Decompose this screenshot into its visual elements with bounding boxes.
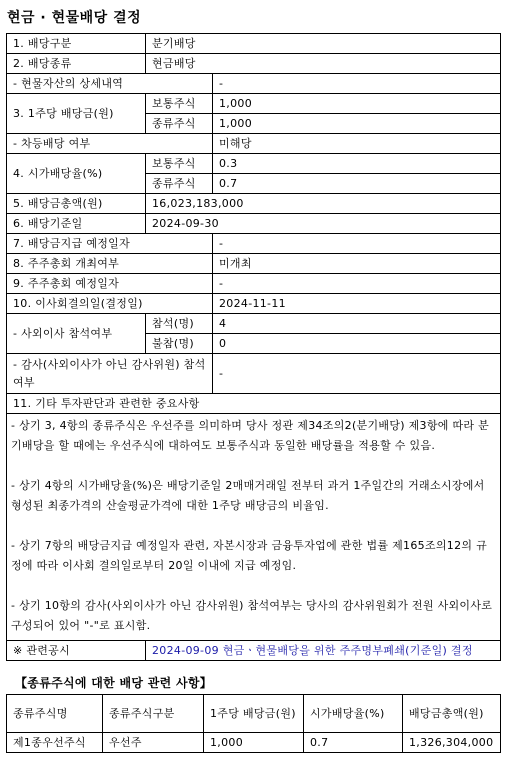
table-row <box>7 354 501 394</box>
table-cell: 1,326,304,000 <box>403 733 501 753</box>
table-row <box>7 74 501 94</box>
row-label: - 사외이사 참석여부 <box>7 314 146 354</box>
row-value: 0.7 <box>213 174 501 194</box>
row-value: 1,000 <box>213 114 501 134</box>
column-header: 1주당 배당금(원) <box>204 695 304 733</box>
table-row <box>7 414 501 641</box>
row-value: 분기배당 <box>146 34 501 54</box>
table-row <box>7 641 501 661</box>
row-value: 0 <box>213 334 501 354</box>
row-sublabel: 종류주식 <box>146 114 213 134</box>
row-label: 9. 주주총회 예정일자 <box>7 274 213 294</box>
row-sublabel: 참석(명) <box>146 314 213 334</box>
row-label: 1. 배당구분 <box>7 34 146 54</box>
section-heading: 11. 기타 투자판단과 관련한 중요사항 <box>7 394 501 414</box>
table-row <box>7 154 501 174</box>
row-label: 7. 배당금지급 예정일자 <box>7 234 213 254</box>
row-label: 6. 배당기준일 <box>7 214 146 234</box>
row-sublabel: 불참(명) <box>146 334 213 354</box>
preferred-section-title: 【종류주식에 대한 배당 관련 사항】 <box>15 676 213 690</box>
row-value: 미해당 <box>213 134 501 154</box>
related-disclosure-link[interactable]: 2024-09-09 현금ㆍ현물배당을 위한 주주명부폐쇄(기준일) 결정 <box>146 641 501 661</box>
column-header: 배당금총액(원) <box>403 695 501 733</box>
row-label: 3. 1주당 배당금(원) <box>7 94 146 134</box>
table-cell: 우선주 <box>103 733 204 753</box>
table-row <box>7 194 501 214</box>
table-row <box>7 733 501 753</box>
preferred-dividend-table <box>6 694 501 753</box>
table-row <box>7 254 501 274</box>
table-row <box>7 134 501 154</box>
row-sublabel: 종류주식 <box>146 174 213 194</box>
row-value: - <box>213 274 501 294</box>
note-paragraph: - 상기 7항의 배당금지급 예정일자 관련, 자본시장과 금융투자업에 관한 법률 제165조의12의 규정에 따라 이사회 결의일로부터 20일 이내에 지급 예정임. <box>11 539 488 572</box>
row-label: 4. 시가배당율(%) <box>7 154 146 194</box>
row-value: 1,000 <box>213 94 501 114</box>
column-header: 종류주식구분 <box>103 695 204 733</box>
table-header-row <box>7 695 501 733</box>
row-value: 4 <box>213 314 501 334</box>
row-label: - 감사(사외이사가 아닌 감사위원) 참석여부 <box>7 354 213 394</box>
row-label: 8. 주주총회 개최여부 <box>7 254 213 274</box>
row-label: - 현물자산의 상세내역 <box>7 74 213 94</box>
related-label: ※ 관련공시 <box>7 641 146 661</box>
row-label: 2. 배당종류 <box>7 54 146 74</box>
table-row <box>7 34 501 54</box>
row-value: - <box>213 354 501 394</box>
table-row <box>7 274 501 294</box>
page-title: 현금 · 현물배당 결정 <box>7 10 142 26</box>
row-value: 현금배당 <box>146 54 501 74</box>
table-cell: 0.7 <box>304 733 403 753</box>
note-paragraph: - 상기 3, 4항의 종류주식은 우선주를 의미하며 당사 정관 제34조의2(분기배당) 제3항에 따라 분기배당을 할 때에는 우선주식에 대하여도 보통주식과 동일한 배당률을 적용할 수 있음. <box>11 419 490 452</box>
row-label: 5. 배당금총액(원) <box>7 194 146 214</box>
row-value: - <box>213 74 501 94</box>
row-value: 미개최 <box>213 254 501 274</box>
row-label: - 차등배당 여부 <box>7 134 213 154</box>
table-row <box>7 394 501 414</box>
column-header: 시가배당율(%) <box>304 695 403 733</box>
note-paragraph: - 상기 4항의 시가배당율(%)은 배당기준일 2매매거래일 전부터 과거 1주일간의 거래소시장에서 형성된 최종가격의 산술평균가격에 대한 1주당 배당금의 비율임. <box>11 479 485 512</box>
dividend-decision-table <box>6 33 501 661</box>
table-row <box>7 234 501 254</box>
row-value: 0.3 <box>213 154 501 174</box>
table-cell: 제1종우선주식 <box>7 733 103 753</box>
table-row <box>7 294 501 314</box>
row-value: - <box>213 234 501 254</box>
table-cell: 1,000 <box>204 733 304 753</box>
row-value: 16,023,183,000 <box>146 194 501 214</box>
row-label: 10. 이사회결의일(결정일) <box>7 294 213 314</box>
table-row <box>7 314 501 334</box>
row-value: 2024-09-30 <box>146 214 501 234</box>
row-sublabel: 보통주식 <box>146 154 213 174</box>
column-header: 종류주식명 <box>7 695 103 733</box>
note-paragraph: - 상기 10항의 감사(사외이사가 아닌 감사위원) 참석여부는 당사의 감사위원회가 전원 사외이사로 구성되어 있어 "-"로 표시함. <box>11 599 493 632</box>
table-row <box>7 54 501 74</box>
notes-cell <box>7 414 501 641</box>
table-row <box>7 214 501 234</box>
row-sublabel: 보통주식 <box>146 94 213 114</box>
table-row <box>7 94 501 114</box>
row-value: 2024-11-11 <box>213 294 501 314</box>
